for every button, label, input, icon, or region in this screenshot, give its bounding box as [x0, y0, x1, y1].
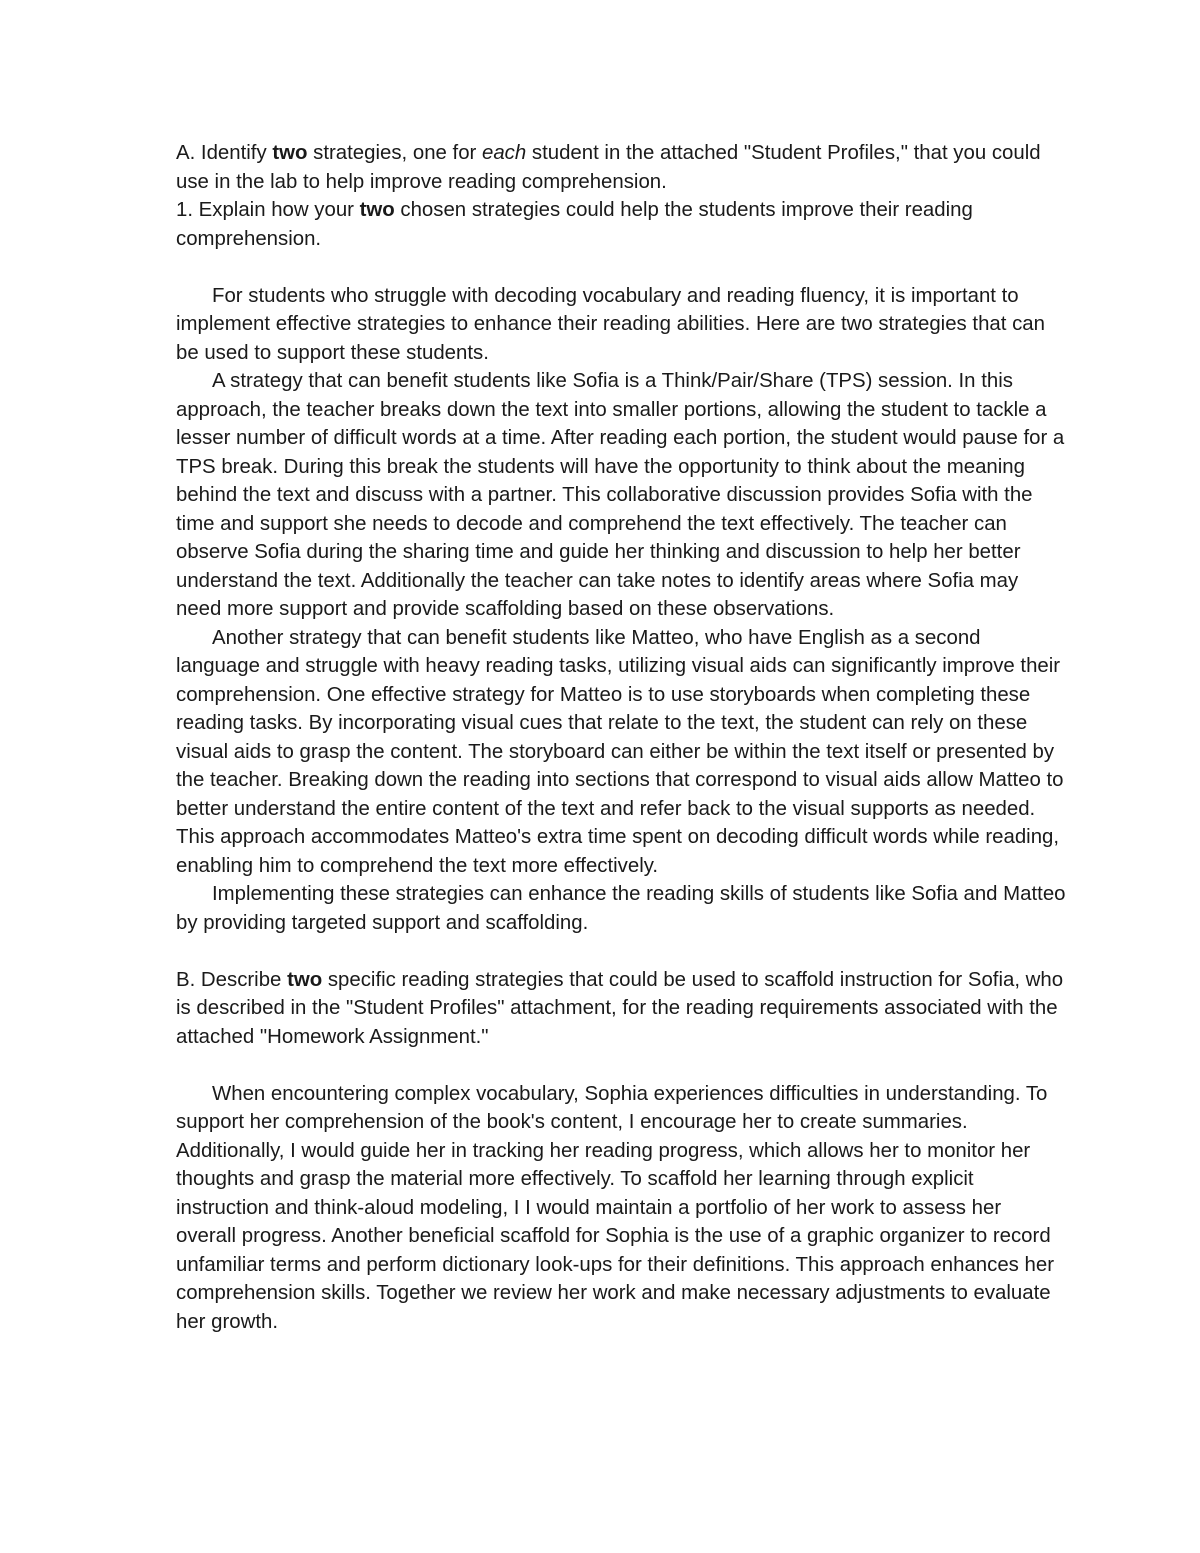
question-a-emphasis: two	[272, 142, 308, 164]
question-b-text: specific reading strategies that could be used to scaffold instruction for Sofia, who is described in the "Student Profiles" attachment, for the reading requirements associated with the attached "Homework Assignment."	[176, 968, 1064, 1048]
question-a1-text: chosen strategies could help the students improve their reading comprehension.	[176, 199, 973, 250]
answer-a-paragraph: Implementing these strategies can enhance the reading skills of students like Sofia and Matteo by providing targeted support and scaffolding.	[176, 883, 1066, 934]
question-a-text: strategies, one for	[307, 142, 482, 164]
question-a1	[176, 196, 1066, 253]
question-a-text: student in the attached "Student Profiles," that you could use in the lab to help improve reading comprehension.	[176, 142, 1041, 193]
answer-a-paragraph: A strategy that can benefit students like Sofia is a Think/Pair/Share (TPS) session. In this approach, the teacher breaks down the text into smaller portions, allowing the student to tackle a lesser number of difficult words at a time. After reading each portion, the student would pause for a TPS break. During this break the students will have the opportunity to think about the meaning behind the text and discuss with a partner. This collaborative discussion provides Sofia with the time and support she needs to decode and comprehend the text effectively. The teacher can observe Sofia during the sharing time and guide her thinking and discussion to help her better understand the text. Additionally the teacher can take notes to identify areas where Sofia may need more support and provide scaffolding based on these observations.	[176, 370, 1065, 620]
question-b-text: B. Describe	[176, 968, 288, 991]
answer-a-paragraph: Another strategy that can benefit students like Matteo, who have English as a second language and struggle with heavy reading tasks, utilizing visual aids can significantly improve their comprehension. One effective strategy for Matteo is to use storyboards when completing these reading tasks. By incorporating visual cues that relate to the text, the student can rely on these visual aids to grasp the content. The storyboard can either be within the text itself or presented by the teacher. Breaking down the reading into sections that correspond to visual aids allow Matteo to better understand the entire content of the text and refer back to the visual supports as needed. This approach accommodates Matteo's extra time spent on decoding difficult words while reading, enabling him to comprehend the text more effectively.	[176, 626, 1064, 877]
answer-b-paragraph: When encountering complex vocabulary, Sophia experiences difficulties in understanding. To support her comprehension of the book's content, I encourage her to create summaries. Additionally, I would guide her in tracking her reading progress, which allows her to monitor her thoughts and grasp the material more effectively. To scaffold her learning through explicit instruction and think-aloud modeling, I I would maintain a portfolio of her work to assess her overall progress. Another beneficial scaffold for Sophia is the use of a graphic organizer to record unfamiliar terms and perform dictionary look-ups for their definitions. This approach enhances her comprehension skills. Together we review her work and make necessary adjustments to evaluate her growth.	[176, 1082, 1054, 1333]
question-a-italic: each	[482, 142, 527, 164]
question-b-emphasis: two	[287, 968, 323, 991]
question-a1-emphasis: two	[359, 199, 395, 221]
question-b	[176, 966, 1066, 1052]
question-a1-text: 1. Explain how your	[176, 199, 360, 221]
question-a-text: A. Identify	[176, 142, 273, 164]
document-page	[176, 139, 1066, 1336]
answer-a-paragraph: For students who struggle with decoding vocabulary and reading fluency, it is important to implement effective strategies to enhance their reading abilities. Here are two strategies that can be used to support these students.	[176, 284, 1045, 364]
question-a	[176, 139, 1066, 196]
